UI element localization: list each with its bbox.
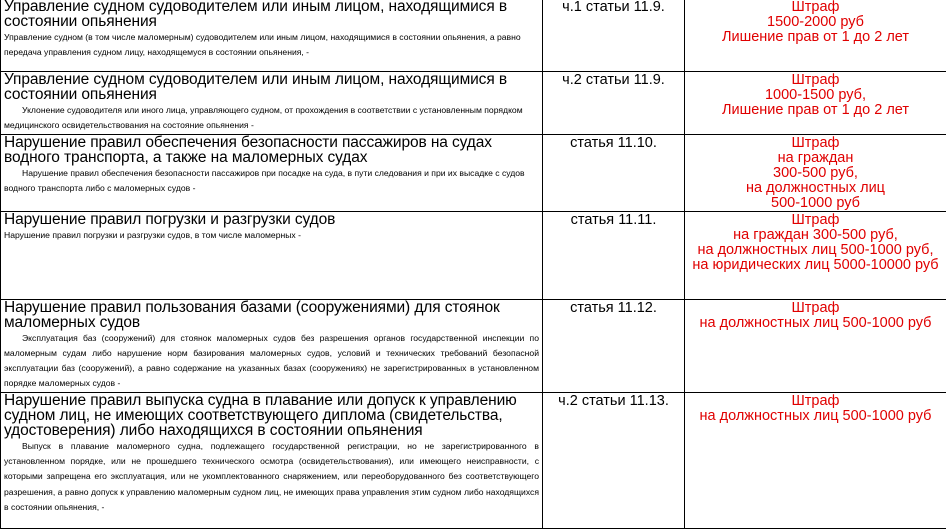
penalty-cell (685, 211, 946, 299)
table-row (1, 392, 946, 528)
penalty-line: на должностных лиц (688, 181, 943, 196)
offense-description: Нарушение правил погрузки и разгрузки судов, в том числе маломерных - (4, 228, 539, 243)
penalty-line: 1000-1500 руб, (688, 88, 943, 103)
table-row (1, 211, 946, 299)
offense-title: Нарушение правил погрузки и разгрузки судов (4, 212, 539, 227)
penalty-line: Лишение прав от 1 до 2 лет (688, 30, 943, 45)
penalty-text (688, 135, 943, 211)
offense-cell (1, 392, 543, 528)
penalty-line: 500-1000 руб (688, 196, 943, 211)
penalty-text (688, 72, 943, 118)
article-ref: статья 11.12. (546, 300, 681, 316)
offense-cell (1, 211, 543, 299)
penalty-cell (685, 392, 946, 528)
offense-title: Управление судном судоводителем или иным лицом, находящимися в состоянии опьянения (4, 72, 539, 102)
offense-cell (1, 299, 543, 392)
penalty-cell (685, 134, 946, 211)
offense-description-text: Нарушение правил обеспечения безопасности пассажиров при посадке на суда, в пути следования и при их высадке с судов водного транспорта либо с маломерных судов - (4, 168, 525, 193)
article-ref: статья 11.10. (546, 135, 681, 151)
penalty-text (688, 393, 943, 424)
article-cell (543, 299, 685, 392)
table-row (1, 299, 946, 392)
penalty-line: 1500-2000 руб (688, 15, 943, 30)
article-ref: статья 11.11. (546, 212, 681, 228)
penalty-text (688, 300, 943, 331)
table-row (1, 0, 946, 72)
offense-description-text: Уклонение судоводителя или иного лица, управляющего судном, от прохождения в соответствии с установленным порядком медицинского освидетельствования на состояние опьянения - (4, 105, 523, 130)
penalty-line: на должностных лиц 500-1000 руб, (688, 243, 943, 258)
offense-description (4, 439, 539, 515)
penalty-line: на должностных лиц 500-1000 руб (688, 316, 943, 331)
offense-cell (1, 72, 543, 135)
penalty-text (688, 212, 943, 273)
offense-title: Нарушение правил выпуска судна в плавание или допуск к управлению судном лиц, не имеющих соответствующего диплома (свидетельства, удостоверения) либо находящихся в состоянии опьянения (4, 393, 539, 438)
article-cell (543, 392, 685, 528)
offense-description (4, 331, 539, 392)
penalty-line: на юридических лиц 5000-10000 руб (688, 258, 943, 273)
penalty-line: 300-500 руб, (688, 166, 943, 181)
penalty-line: Штраф (688, 213, 943, 228)
penalty-line: Штраф (688, 301, 943, 316)
offense-title: Нарушение правил пользования базами (сооружениями) для стоянок маломерных судов (4, 300, 539, 330)
penalty-line: Штраф (688, 0, 943, 15)
penalty-line: на граждан (688, 151, 943, 166)
article-cell (543, 211, 685, 299)
penalty-cell (685, 299, 946, 392)
penalty-cell (685, 72, 946, 135)
offense-description (4, 166, 539, 197)
penalty-line: Штраф (688, 394, 943, 409)
article-ref: ч.2 статьи 11.9. (546, 72, 681, 88)
table-row (1, 72, 946, 135)
table-row (1, 134, 946, 211)
penalty-line: Лишение прав от 1 до 2 лет (688, 103, 943, 118)
article-ref: ч.1 статьи 11.9. (546, 0, 681, 15)
offense-description: Управление судном (в том числе маломерным) судоводителем или иным лицом, находящимися в состоянии опьянения, а равно передача управления судном лицу, находящемуся в состоянии опьянения, - (4, 30, 539, 61)
penalty-line: на граждан 300-500 руб, (688, 228, 943, 243)
article-cell (543, 134, 685, 211)
offense-cell (1, 0, 543, 72)
offense-title: Управление судном судоводителем или иным лицом, находящимися в состоянии опьянения (4, 0, 539, 29)
penalty-line: Штраф (688, 73, 943, 88)
offense-description-text: Эксплуатация баз (сооружений) для стоянок маломерных судов без разрешения органов государственной инспекции по маломерным судам либо нарушение норм базирования маломерных судов, условий и технических требований безопасной эксплуатации баз (сооружений), а равно содержание на указанных базах (сооружениях) не зарегистрированных в установленном порядке маломерных судов - (4, 333, 539, 389)
penalty-line: Штраф (688, 136, 943, 151)
penalty-line: на должностных лиц 500-1000 руб (688, 409, 943, 424)
offense-description-text: Выпуск в плавание маломерного судна, подлежащего государственной регистрации, но не зарегистрированного в установленном порядке, или не прошедшего технического осмотра (освидетельствования), или имеющего неисправности, с которыми запрещена его эксплуатация, или не укомплектованного снаряжением, или переоборудованного без соответствующего разрешения, а равно допуск к управлению маломерным судном лиц, не имеющих права управления этим судном либо находящихся в состоянии опьянения, - (4, 441, 539, 512)
article-cell (543, 72, 685, 135)
article-ref: ч.2 статьи 11.13. (546, 393, 681, 409)
offense-cell (1, 134, 543, 211)
penalty-text (688, 0, 943, 45)
article-cell (543, 0, 685, 72)
penalty-cell (685, 0, 946, 72)
offense-description (4, 103, 539, 134)
offense-title: Нарушение правил обеспечения безопасности пассажиров на судах водного транспорта, а также на маломерных судах (4, 135, 539, 165)
